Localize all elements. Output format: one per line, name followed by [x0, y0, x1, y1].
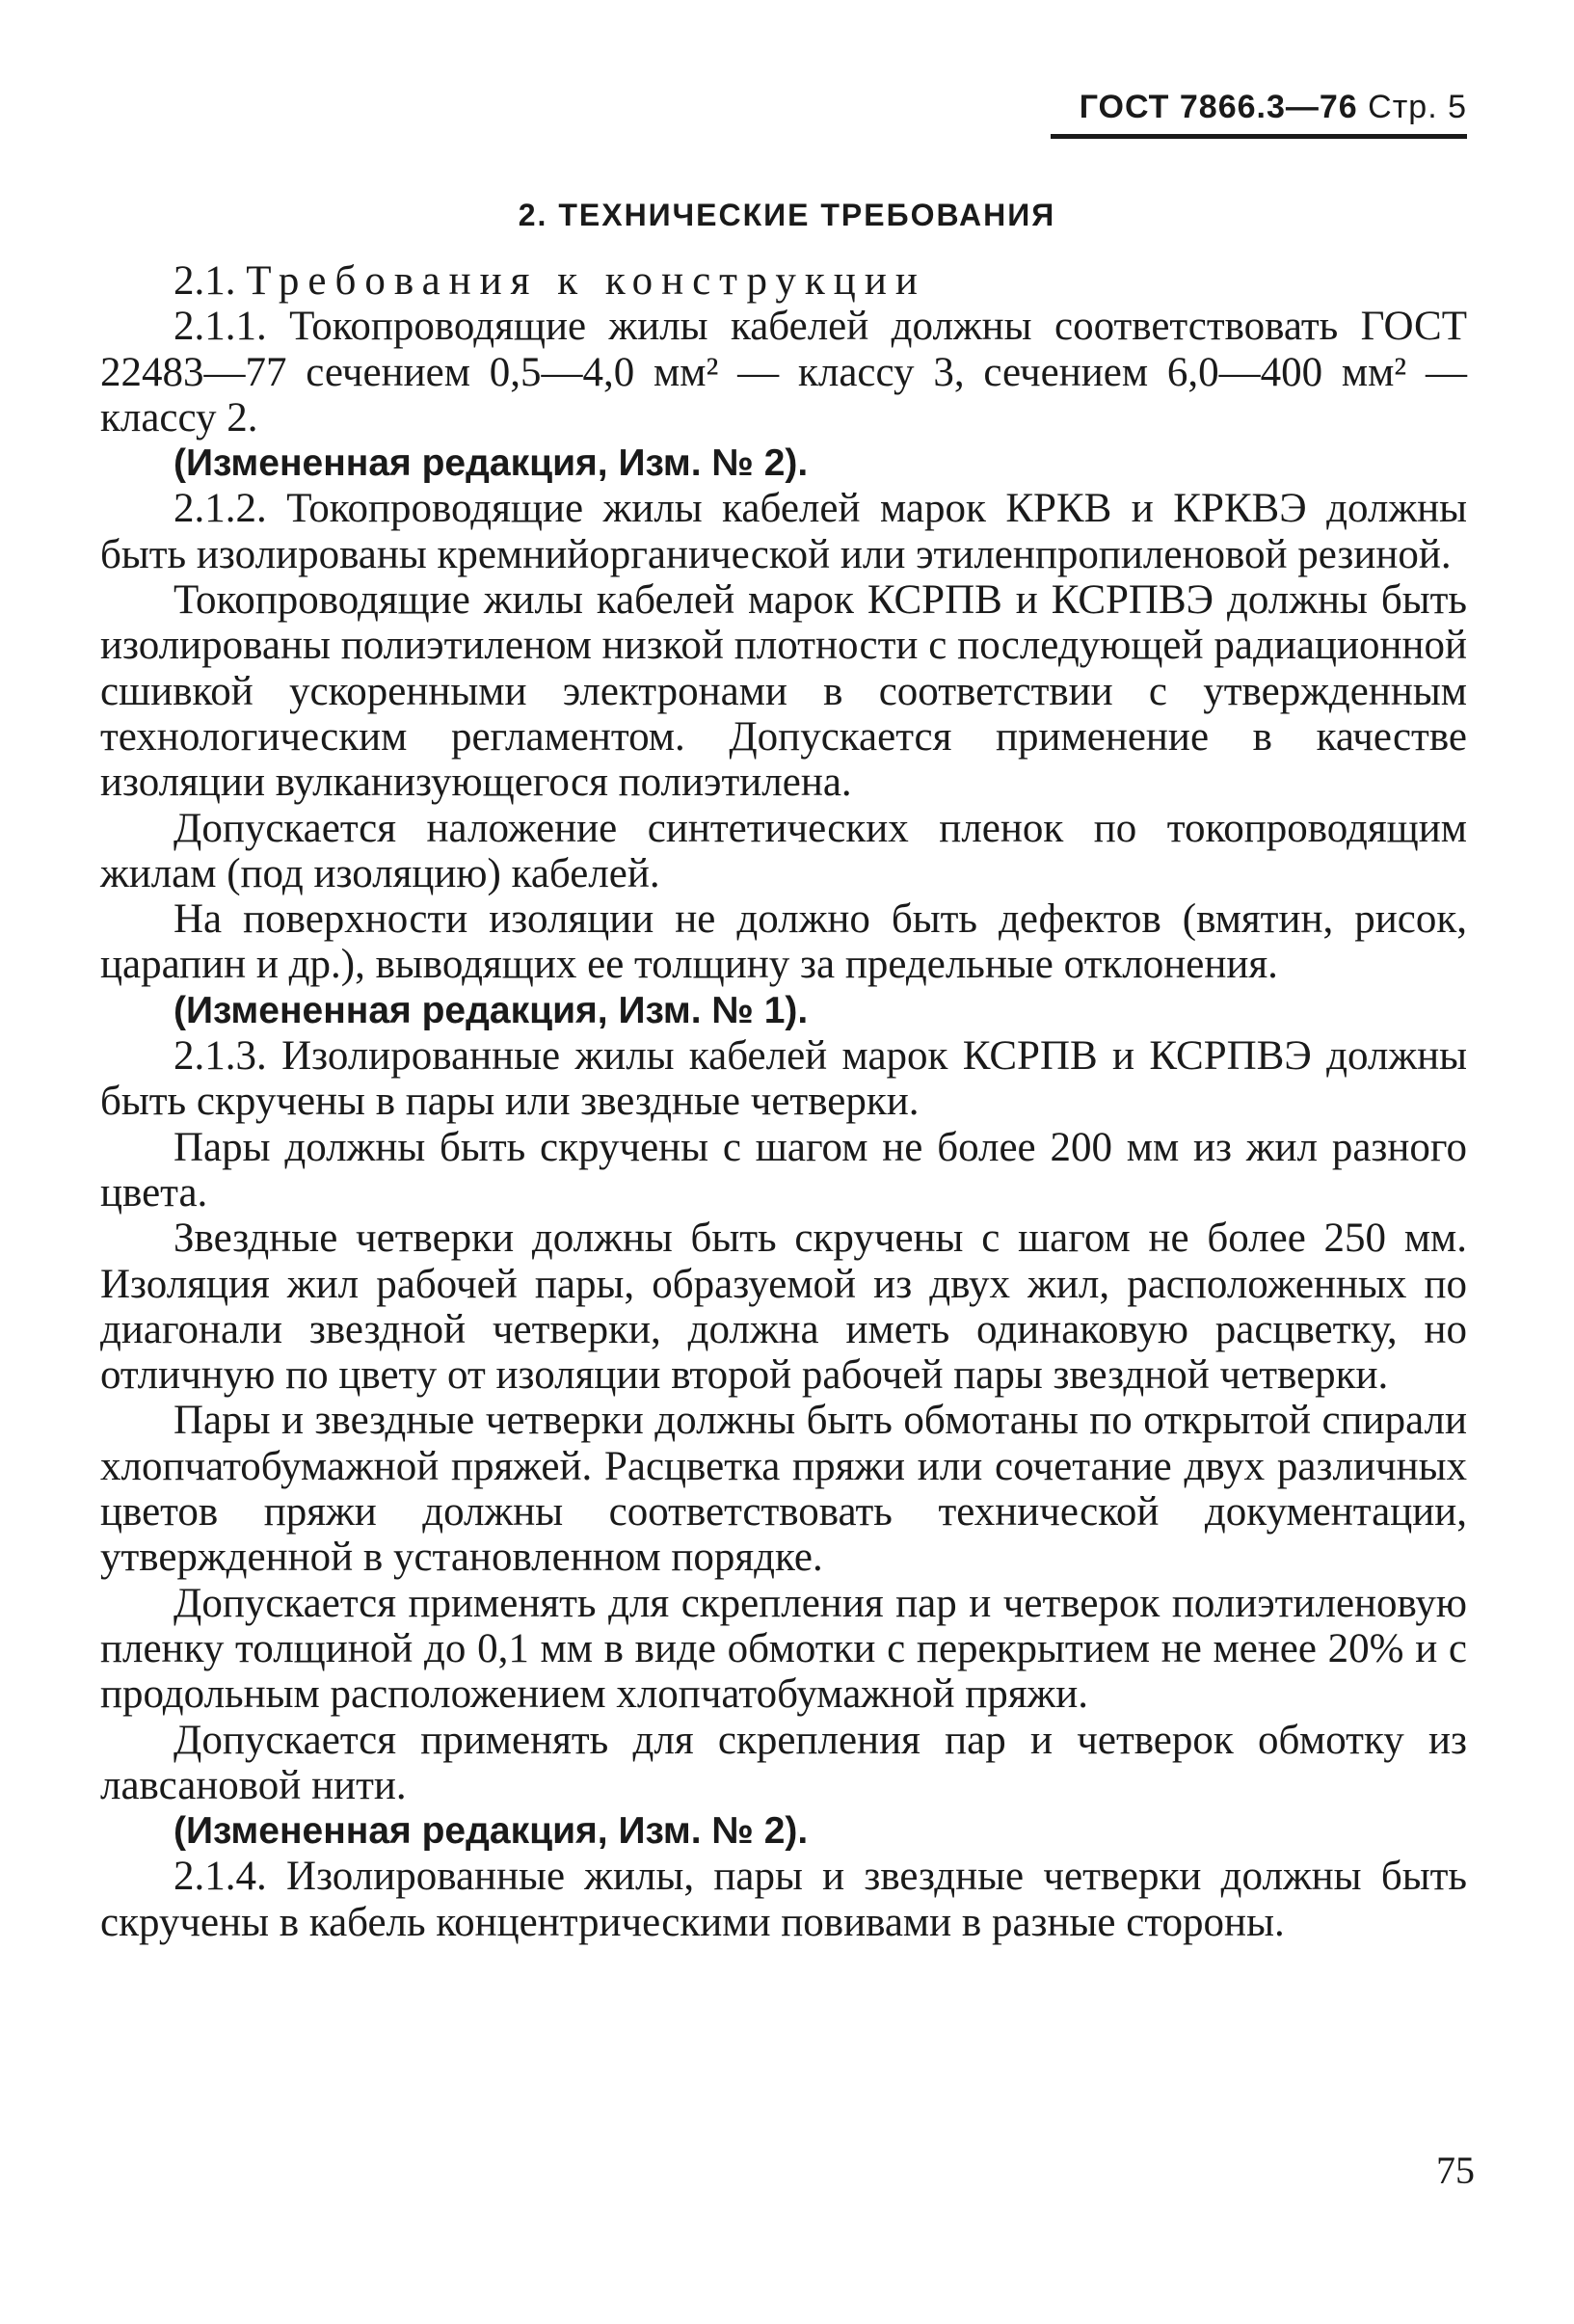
paragraph-2-1-4: 2.1.4. Изолированные жилы, пары и звездные четверки должны быть скручены в кабель концентрическими повивами в разные стороны. [100, 1854, 1467, 1945]
body-text [100, 258, 1467, 1945]
subsection-heading [100, 258, 1467, 304]
paragraph-2-1-3: 2.1.3. Изолированные жилы кабелей марок КСРПВ и КСРПВЭ должны быть скручены в пары или звездные четверки. [100, 1033, 1467, 1125]
paragraph-2-1-2: 2.1.2. Токопроводящие жилы кабелей марок КРКВ и КРКВЭ должны быть изолированы кремнийорганической или этиленпропиленовой резиной. [100, 486, 1467, 577]
amendment-note: (Измененная редакция, Изм. № 1). [173, 989, 809, 1031]
section-title: 2. ТЕХНИЧЕСКИЕ ТРЕБОВАНИЯ [518, 198, 1056, 232]
standard-number: ГОСТ 7866.3—76 [1079, 89, 1358, 125]
paragraph-2-1-3-d: Пары и звездные четверки должны быть обмотаны по открытой спирали хлопчатобумажной пряжей. Расцветка пряжи или сочетание двух различных цветов пряжи должны соответствовать технической документации, утвержденной в установленном порядке. [100, 1398, 1467, 1581]
header-page-label: Стр. 5 [1368, 89, 1467, 125]
amendment-note: (Измененная редакция, Изм. № 2). [173, 1810, 809, 1853]
paragraph-2-1-3-f: Допускается применять для скрепления пар и четверок обмотку из лавсановой нити. [100, 1717, 1467, 1808]
paragraph-2-1-2-c: Допускается наложение синтетических пленок по токопроводящим жилам (под изоляцию) кабелей. [100, 805, 1467, 896]
subsection-number: 2.1. [173, 258, 236, 304]
paragraph-2-1-2-d: На поверхности изоляции не должно быть дефектов (вмятин, рисок, царапин и др.), выводящих ее толщину за предельные отклонения. [100, 896, 1467, 988]
paragraph-2-1-3-e: Допускается применять для скрепления пар и четверок полиэтиленовую пленку толщиной до 0,1 мм в виде обмотки с перекрытием не менее 20% и с продольным расположением хлопчатобумажной пряжи. [100, 1580, 1467, 1718]
subsection-heading-text: Требования к конструкции [246, 258, 926, 304]
paragraph-2-1-2-b: Токопроводящие жилы кабелей марок КСРПВ и КСРПВЭ должны быть изолированы полиэтиленом низкой плотности с последующей радиационной сшивкой ускоренными электронами в соответствии с утвержденным технологическим регламентом. Допускается применение в качестве изоляции вулканизующегося полиэтилена. [100, 577, 1467, 806]
paragraph-2-1-1: 2.1.1. Токопроводящие жилы кабелей должны соответствовать ГОСТ 22483—77 сечением 0,5—4,0 мм² — классу 3, сечением 6,0—400 мм² — классу 2. [100, 304, 1467, 441]
paragraph-2-1-3-c: Звездные четверки должны быть скручены с шагом не более 250 мм. Изоляция жил рабочей пары, образуемой из двух жил, расположенных по диагонали звездной четверки, должна иметь одинаковую расцветку, но отличную по цвету от изоляции второй рабочей пары звездной четверки. [100, 1215, 1467, 1399]
page-number: 75 [1436, 2149, 1475, 2192]
amendment-note: (Измененная редакция, Изм. № 2). [173, 442, 809, 485]
page-header [1051, 89, 1467, 139]
paragraph-2-1-3-b: Пары должны быть скручены с шагом не более 200 мм из жил разного цвета. [100, 1124, 1467, 1215]
